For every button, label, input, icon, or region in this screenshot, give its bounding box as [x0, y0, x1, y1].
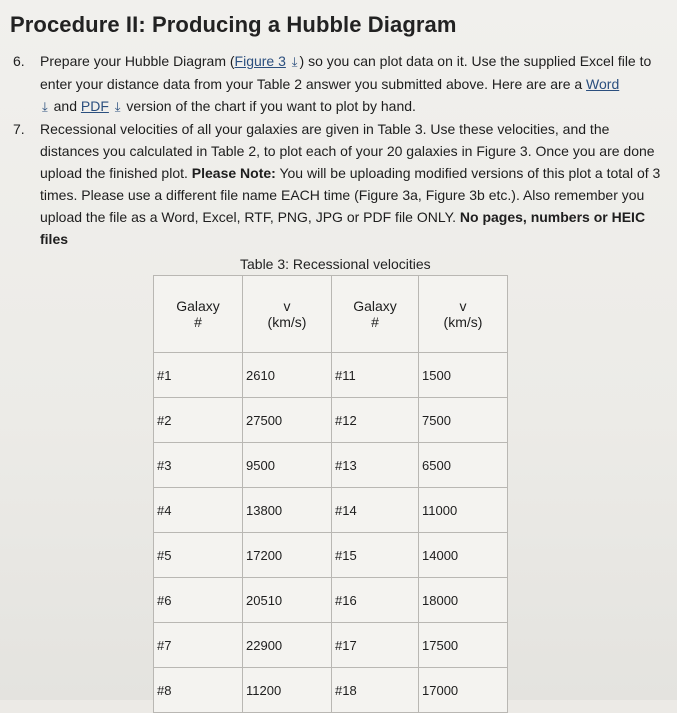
step-text: ) so you can plot data on it. Use the supplied Excel file to enter your distance data from your Table 2 answer you submitted above. Here are are a: [40, 53, 652, 92]
step-text: version of the chart if you want to plot by hand.: [126, 98, 416, 114]
table-row: [154, 623, 508, 668]
page-title: Procedure II: Producing a Hubble Diagram: [10, 12, 457, 37]
header-line: (km/s): [267, 314, 307, 330]
table-row: [154, 353, 508, 398]
velocity-cell: 1500: [419, 353, 508, 398]
velocity-header: [243, 276, 332, 353]
velocity-cell: 22900: [243, 623, 332, 668]
velocity-cell: 17000: [419, 668, 508, 713]
velocity-cell: 6500: [419, 443, 508, 488]
velocity-cell: 17500: [419, 623, 508, 668]
velocity-cell: 11000: [419, 488, 508, 533]
header-line: Galaxy: [176, 298, 220, 314]
step-text: Recessional velocities of all your galaxies are given in Table 3. Use these velocities, and the distances you calculated in Table 2, to plot each of your 20 galaxies in Figure 3. Once you are done upload the finished plot.: [40, 121, 655, 181]
header-line: #: [371, 314, 379, 330]
step-6: [0, 50, 670, 118]
galaxy-cell: #15: [332, 533, 419, 578]
galaxy-cell: #4: [154, 488, 243, 533]
table-row: [154, 398, 508, 443]
table-row: [154, 443, 508, 488]
galaxy-cell: #5: [154, 533, 243, 578]
step-7: [0, 118, 670, 250]
velocity-cell: 17200: [243, 533, 332, 578]
table-row: [154, 668, 508, 713]
velocity-cell: 2610: [243, 353, 332, 398]
galaxy-cell: #6: [154, 578, 243, 623]
galaxy-cell: #16: [332, 578, 419, 623]
table-header-row: [154, 276, 508, 353]
galaxy-cell: #17: [332, 623, 419, 668]
step-text: Prepare your Hubble Diagram (: [40, 53, 235, 69]
galaxy-cell: #2: [154, 398, 243, 443]
galaxy-cell: #11: [332, 353, 419, 398]
header-line: v: [283, 298, 291, 314]
table-row: [154, 488, 508, 533]
figure-3-link[interactable]: Figure 3: [234, 53, 286, 69]
galaxy-cell: #8: [154, 668, 243, 713]
velocity-cell: 11200: [243, 668, 332, 713]
galaxy-cell: #1: [154, 353, 243, 398]
table-caption: Table 3: Recessional velocities: [240, 256, 431, 272]
galaxy-header: [332, 276, 419, 353]
galaxy-cell: #7: [154, 623, 243, 668]
velocity-header: [419, 276, 508, 353]
download-arrow-icon[interactable]: ⤓: [42, 99, 48, 114]
velocity-cell: 13800: [243, 488, 332, 533]
galaxy-cell: #14: [332, 488, 419, 533]
velocity-cell: 27500: [243, 398, 332, 443]
velocity-cell: 9500: [243, 443, 332, 488]
procedure-steps: [0, 50, 670, 250]
velocity-cell: 18000: [419, 578, 508, 623]
file-type-warning: No pages, numbers or HEIC files: [40, 209, 646, 247]
galaxy-cell: #3: [154, 443, 243, 488]
step-number: 6.: [13, 53, 25, 69]
header-line: (km/s): [443, 314, 483, 330]
note-bold: Please Note:: [191, 165, 276, 181]
header-line: v: [459, 298, 467, 314]
velocity-cell: 14000: [419, 533, 508, 578]
step-text: and: [53, 98, 81, 114]
velocity-cell: 20510: [243, 578, 332, 623]
step-number: 7.: [13, 121, 25, 137]
galaxy-cell: #12: [332, 398, 419, 443]
download-arrow-icon[interactable]: ⤓: [291, 54, 298, 69]
table-row: [154, 533, 508, 578]
galaxy-cell: #13: [332, 443, 419, 488]
step-text: You will be uploading modified versions of this plot a total of 3 times. Please use a different file name EACH time (Figure 3a, Figure 3b etc.). Also remember you upload the file as a Word, Excel, RTF, PNG, JPG or PDF file ONLY.: [40, 165, 661, 225]
header-line: #: [194, 314, 202, 330]
download-arrow-icon[interactable]: ⤓: [114, 99, 121, 114]
galaxy-cell: #18: [332, 668, 419, 713]
galaxy-header: [154, 276, 243, 353]
velocity-table: [153, 275, 508, 713]
word-link[interactable]: Word: [586, 76, 620, 92]
header-line: Galaxy: [353, 298, 397, 314]
table-row: [154, 578, 508, 623]
velocity-cell: 7500: [419, 398, 508, 443]
pdf-link[interactable]: PDF: [80, 98, 109, 114]
